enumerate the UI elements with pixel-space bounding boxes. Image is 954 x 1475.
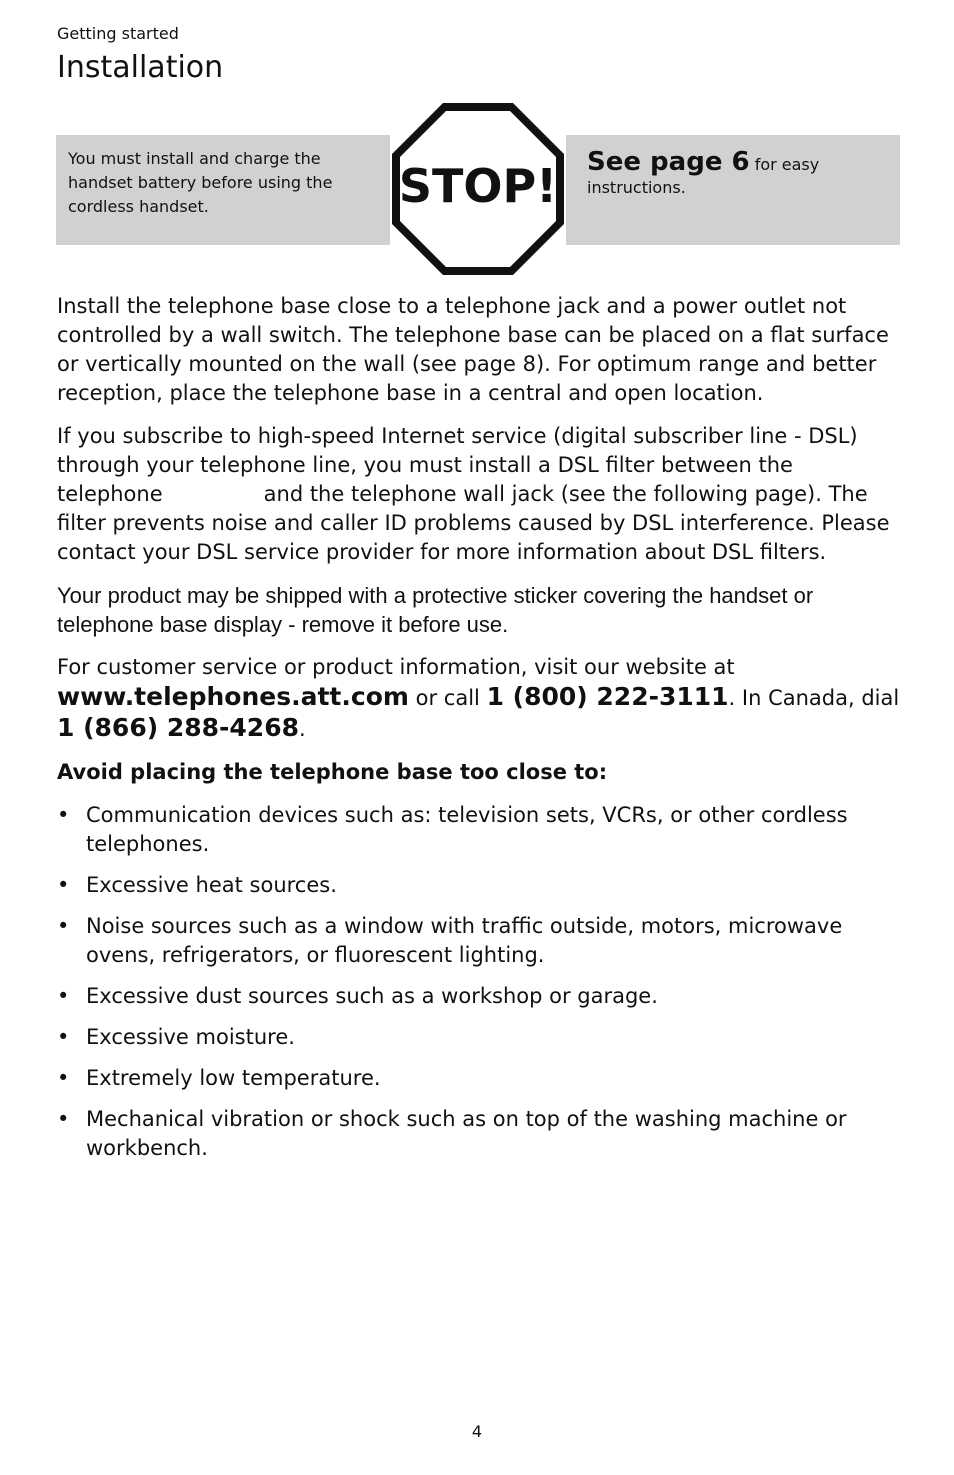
callout-reference-box — [566, 135, 900, 245]
list-item-text: Excessive dust sources such as a workshop or garage. — [86, 984, 658, 1008]
list-item — [57, 1023, 902, 1052]
section-label: Getting started — [57, 24, 179, 43]
callout-reference-text: for easy instructions. — [587, 155, 820, 197]
list-item — [57, 1064, 902, 1093]
dsl-text-part2: and the telephone wall jack (see the following page). The filter prevents noise and caller ID problems caused by DSL interference. Please contact your DSL service provider for more information about DSL filters. — [57, 482, 890, 564]
bullet-icon: • — [57, 1066, 70, 1090]
bullet-icon: • — [57, 914, 70, 938]
list-item-text: Noise sources such as a window with traffic outside, motors, microwave ovens, refrigerators, or fluorescent lighting. — [86, 914, 843, 967]
list-item — [57, 912, 902, 970]
contact-end: . — [298, 717, 306, 741]
installation-paragraph: Install the telephone base close to a telephone jack and a power outlet not controlled by a wall switch. The telephone base can be placed on a flat surface or vertically mounted on the wall (see page 8). For optimum range and better reception, place the telephone base in a central and open location. — [57, 294, 889, 405]
list-item-text: Extremely low temperature. — [86, 1066, 381, 1090]
stop-sign-icon — [389, 100, 567, 278]
page-number: 4 — [471, 1422, 483, 1441]
list-item-text: Excessive heat sources. — [86, 873, 337, 897]
contact-or-call: or call — [415, 686, 480, 710]
avoid-list — [57, 801, 902, 1163]
list-item — [57, 1105, 902, 1163]
bullet-icon: • — [57, 984, 70, 1008]
list-item — [57, 871, 902, 900]
list-item-text: Excessive moisture. — [86, 1025, 295, 1049]
page-title: Installation — [57, 50, 224, 85]
contact-intro: For customer service or product information, visit our website at — [57, 655, 735, 679]
list-item-text: Communication devices such as: television sets, VCRs, or other cordless telephones. — [86, 803, 848, 856]
dsl-text-part1: If you subscribe to high-speed Internet service (digital subscriber line - DSL) through your telephone line, you must install a DSL filter between the telephone — [57, 424, 858, 506]
bullet-icon: • — [57, 1025, 70, 1049]
dsl-paragraph — [57, 422, 902, 567]
avoid-heading: Avoid placing the telephone base too close to: — [57, 760, 608, 784]
stop-callout — [56, 100, 900, 280]
bullet-icon: • — [57, 1107, 70, 1131]
callout-warning-text: You must install and charge the handset battery before using the cordless handset. — [68, 149, 333, 216]
bullet-icon: • — [57, 873, 70, 897]
list-item — [57, 982, 902, 1011]
phone-canada: 1 (866) 288-4268 — [57, 713, 299, 742]
contact-canada: . In Canada, dial — [728, 686, 900, 710]
body-content — [57, 292, 902, 1175]
callout-warning-box — [56, 135, 390, 245]
list-item — [57, 801, 902, 859]
sticker-paragraph: Your product may be shipped with a protective sticker covering the handset or telephone base display - remove it before use. — [57, 583, 814, 637]
phone-us: 1 (800) 222-3111 — [486, 682, 729, 711]
see-page-reference: See page 6 — [587, 147, 750, 177]
contact-paragraph — [57, 653, 902, 744]
bullet-icon: • — [57, 803, 70, 827]
stop-sign-label: STOP! — [398, 159, 558, 213]
list-item-text: Mechanical vibration or shock such as on top of the washing machine or workbench. — [86, 1107, 847, 1160]
website-link[interactable]: www.telephones.att.com — [57, 682, 409, 711]
